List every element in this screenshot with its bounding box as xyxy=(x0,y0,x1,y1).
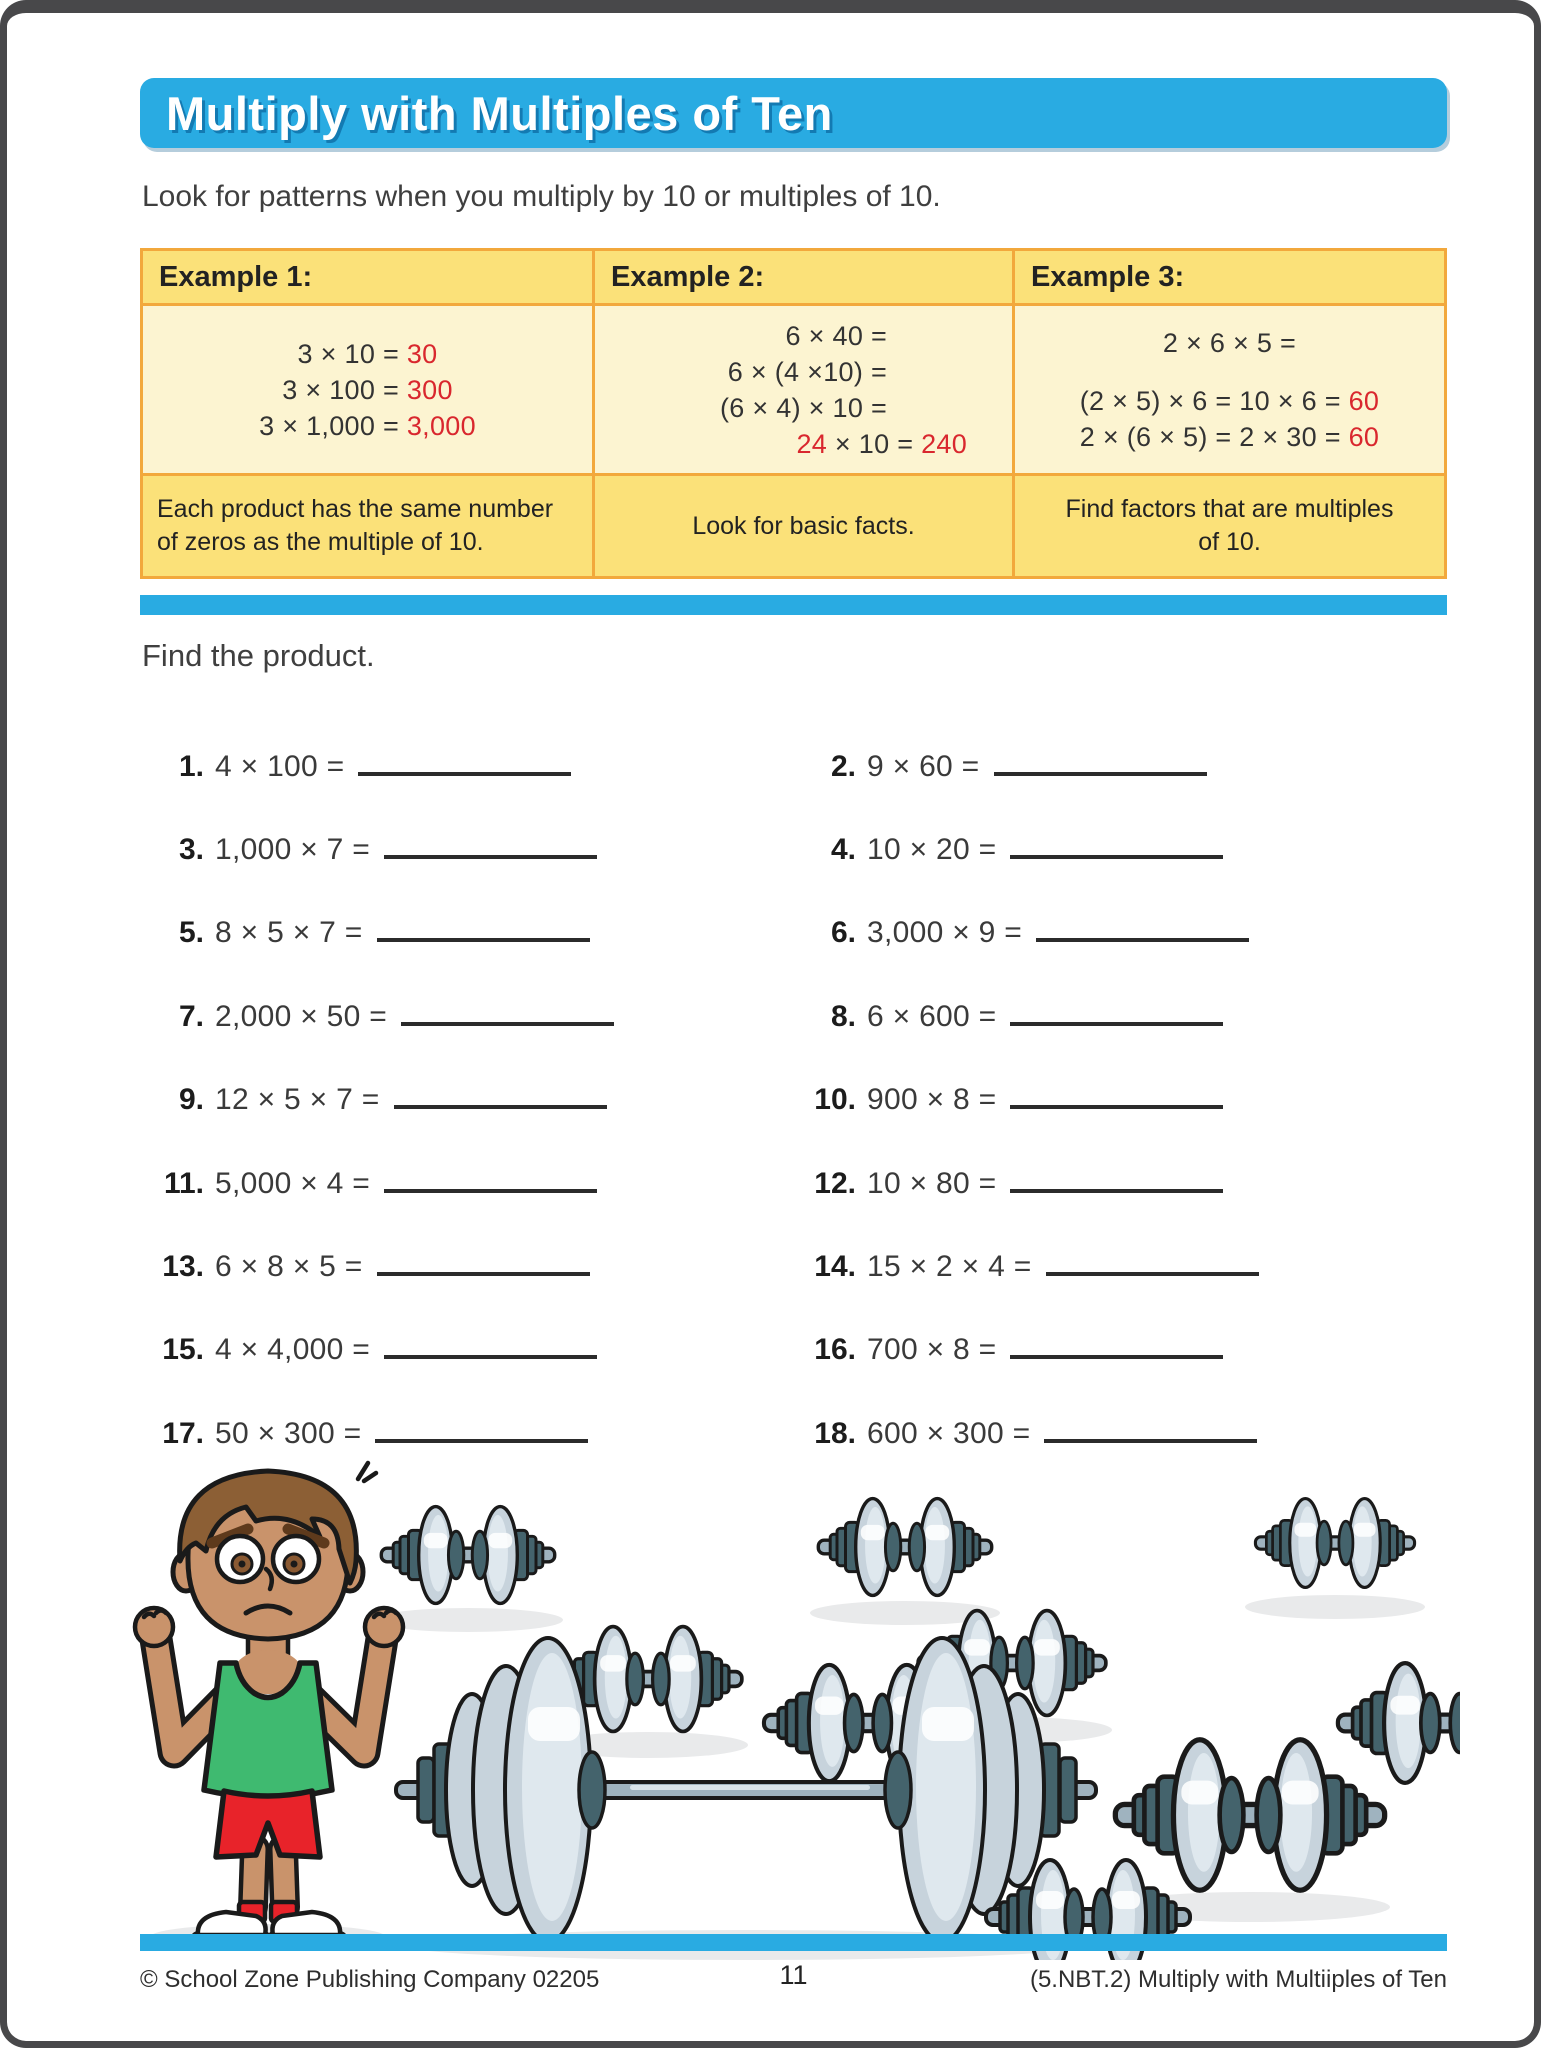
answer-blank xyxy=(994,742,1207,776)
answer-blank xyxy=(394,1075,607,1109)
equation-segment: × 10 = xyxy=(827,428,922,459)
problem-expression: 10 × 80 = xyxy=(867,1166,997,1200)
footer-standard: (5.NBT.2) Multiply with Multiiples of Ten xyxy=(1029,1966,1447,1993)
problem-number: 18. xyxy=(814,1416,856,1450)
example-column xyxy=(595,251,1015,576)
answer-blank xyxy=(1010,825,1223,859)
equation-segment: 3 × 1,000 = xyxy=(259,410,407,441)
equation-segment: 3 × 100 = xyxy=(282,374,407,405)
equation-line xyxy=(720,390,887,426)
page-title: Multiply with Multiples of Ten xyxy=(166,86,833,140)
answer-blank xyxy=(1010,1075,1223,1109)
equation-block xyxy=(719,318,968,462)
answer-blank xyxy=(1036,908,1249,942)
problem-expression: 8 × 5 × 7 = xyxy=(215,916,363,950)
problem-number: 12. xyxy=(814,1166,856,1200)
problem-item xyxy=(798,1325,1446,1367)
problem-item xyxy=(146,1242,798,1284)
equation-line xyxy=(786,318,888,354)
section-divider-bar xyxy=(140,595,1447,615)
example-column xyxy=(1015,251,1444,576)
equation-line xyxy=(1163,325,1296,361)
problem-expression: 4 × 4,000 = xyxy=(215,1333,371,1367)
problem-item xyxy=(146,742,798,784)
problem-expression: 2,000 × 50 = xyxy=(215,999,388,1033)
equation-segment: 3,000 xyxy=(406,410,476,441)
answer-blank xyxy=(384,825,597,859)
dumbbell xyxy=(818,1499,991,1596)
equation-line xyxy=(259,408,476,444)
dumbbell xyxy=(1255,1499,1414,1588)
title-banner xyxy=(140,78,1447,148)
problem-item xyxy=(146,1159,798,1201)
example-equations xyxy=(1015,306,1444,476)
problem-number: 13. xyxy=(162,1250,204,1284)
answer-blank xyxy=(377,908,590,942)
equation-block xyxy=(259,336,476,444)
dumbbell xyxy=(1338,1663,1460,1783)
answer-blank xyxy=(377,1242,590,1276)
examples-table xyxy=(140,248,1447,579)
equation-line xyxy=(1080,383,1379,419)
find-product-instruction: Find the product. xyxy=(142,638,375,673)
problem-item xyxy=(146,1075,798,1117)
equation-line xyxy=(1080,419,1379,455)
footer-copyright: © School Zone Publishing Company 02205 xyxy=(140,1966,600,1993)
example-note-text: Look for basic facts. xyxy=(692,511,915,540)
example-note xyxy=(595,476,1012,576)
footer xyxy=(140,1960,1447,2016)
dumbbell xyxy=(381,1507,554,1604)
problem-expression: 1,000 × 7 = xyxy=(215,833,371,867)
answer-blank xyxy=(401,992,614,1026)
problem-item xyxy=(798,1159,1446,1201)
problem-number: 3. xyxy=(178,833,204,867)
answer-blank xyxy=(358,742,571,776)
problem-number: 6. xyxy=(830,916,856,950)
problem-number: 15. xyxy=(162,1333,204,1367)
problem-expression: 50 × 300 = xyxy=(215,1416,362,1450)
equation-line xyxy=(728,354,887,390)
equation-segment: 300 xyxy=(406,374,453,405)
problem-item xyxy=(146,1325,798,1367)
problem-item xyxy=(798,742,1446,784)
problem-item xyxy=(798,908,1446,950)
problem-item xyxy=(798,1409,1446,1451)
problem-expression: 600 × 300 = xyxy=(867,1416,1031,1450)
equation-block xyxy=(1080,325,1379,455)
problem-item xyxy=(146,992,798,1034)
example-equations xyxy=(143,306,592,476)
problem-expression: 9 × 60 = xyxy=(867,749,980,783)
problem-item xyxy=(798,1242,1446,1284)
footer-divider-bar xyxy=(140,1934,1447,1951)
problem-number: 5. xyxy=(178,916,204,950)
problem-number: 9. xyxy=(178,1083,204,1117)
equation-segment: 60 xyxy=(1348,421,1380,452)
problem-number: 2. xyxy=(830,749,856,783)
equation-segment: 2 × 6 × 5 = xyxy=(1162,327,1297,358)
example-note-text: Find factors that are multiples of 10. xyxy=(1065,495,1394,556)
problem-number: 7. xyxy=(178,999,204,1033)
problem-number: 1. xyxy=(178,749,204,783)
problem-expression: 900 × 8 = xyxy=(867,1083,997,1117)
problem-expression: 5,000 × 4 = xyxy=(215,1166,371,1200)
answer-blank xyxy=(375,1409,588,1443)
problem-number: 17. xyxy=(162,1416,204,1450)
equation-segment: (2 × 5) × 6 = 10 × 6 = xyxy=(1079,385,1349,416)
example-column xyxy=(143,251,595,576)
problem-item xyxy=(798,825,1446,867)
answer-blank xyxy=(384,1159,597,1193)
equation-line xyxy=(796,426,967,462)
boy-cartoon xyxy=(135,1463,403,1946)
example-note-text: Each product has the same number of zeros as the multiple of 10. xyxy=(157,495,554,556)
problem-number: 14. xyxy=(814,1250,856,1284)
problem-expression: 6 × 600 = xyxy=(867,999,997,1033)
example-header: Example 3: xyxy=(1015,251,1444,306)
equation-line xyxy=(298,336,438,372)
example-header: Example 2: xyxy=(595,251,1012,306)
problem-expression: 3,000 × 9 = xyxy=(867,916,1023,950)
example-note xyxy=(143,476,592,576)
worksheet-illustration xyxy=(100,1455,1460,1960)
equation-segment: (6 × 4) × 10 = xyxy=(719,392,888,423)
problem-number: 4. xyxy=(830,833,856,867)
dumbbell xyxy=(1115,1740,1384,1890)
problem-item xyxy=(798,992,1446,1034)
problem-item xyxy=(798,1075,1446,1117)
barbell xyxy=(396,1638,1096,1942)
problem-expression: 6 × 8 × 5 = xyxy=(215,1250,363,1284)
equation-line xyxy=(282,372,453,408)
problem-number: 11. xyxy=(163,1166,204,1200)
answer-blank xyxy=(1010,992,1223,1026)
example-equations xyxy=(595,306,1012,476)
equation-segment: 2 × (6 × 5) = 2 × 30 = xyxy=(1079,421,1349,452)
example-note xyxy=(1015,476,1444,576)
equation-segment: 240 xyxy=(921,428,968,459)
answer-blank xyxy=(1046,1242,1259,1276)
problem-item xyxy=(146,908,798,950)
problem-expression: 700 × 8 = xyxy=(867,1333,997,1367)
problem-expression: 10 × 20 = xyxy=(867,833,997,867)
equation-segment: 6 × 40 = xyxy=(785,320,888,351)
equation-segment: 60 xyxy=(1348,385,1380,416)
answer-blank xyxy=(1010,1325,1223,1359)
problem-number: 16. xyxy=(814,1333,856,1367)
intro-text: Look for patterns when you multiply by 10 or multiples of 10. xyxy=(142,180,941,213)
equation-segment: 3 × 10 = xyxy=(297,338,407,369)
equation-segment: 6 × (4 ×10) = xyxy=(727,356,888,387)
problem-expression: 15 × 2 × 4 = xyxy=(867,1250,1032,1284)
problems-grid xyxy=(146,721,1446,1472)
problem-number: 8. xyxy=(830,999,856,1033)
page-number: 11 xyxy=(779,1960,808,1990)
problem-number: 10. xyxy=(814,1083,856,1117)
answer-blank xyxy=(384,1325,597,1359)
problem-item xyxy=(146,1409,798,1451)
problem-expression: 12 × 5 × 7 = xyxy=(215,1083,380,1117)
example-header: Example 1: xyxy=(143,251,592,306)
equation-segment: 24 xyxy=(796,428,828,459)
problem-item xyxy=(146,825,798,867)
problem-expression: 4 × 100 = xyxy=(215,749,345,783)
answer-blank xyxy=(1010,1159,1223,1193)
equation-segment: 30 xyxy=(406,338,438,369)
answer-blank xyxy=(1044,1409,1257,1443)
